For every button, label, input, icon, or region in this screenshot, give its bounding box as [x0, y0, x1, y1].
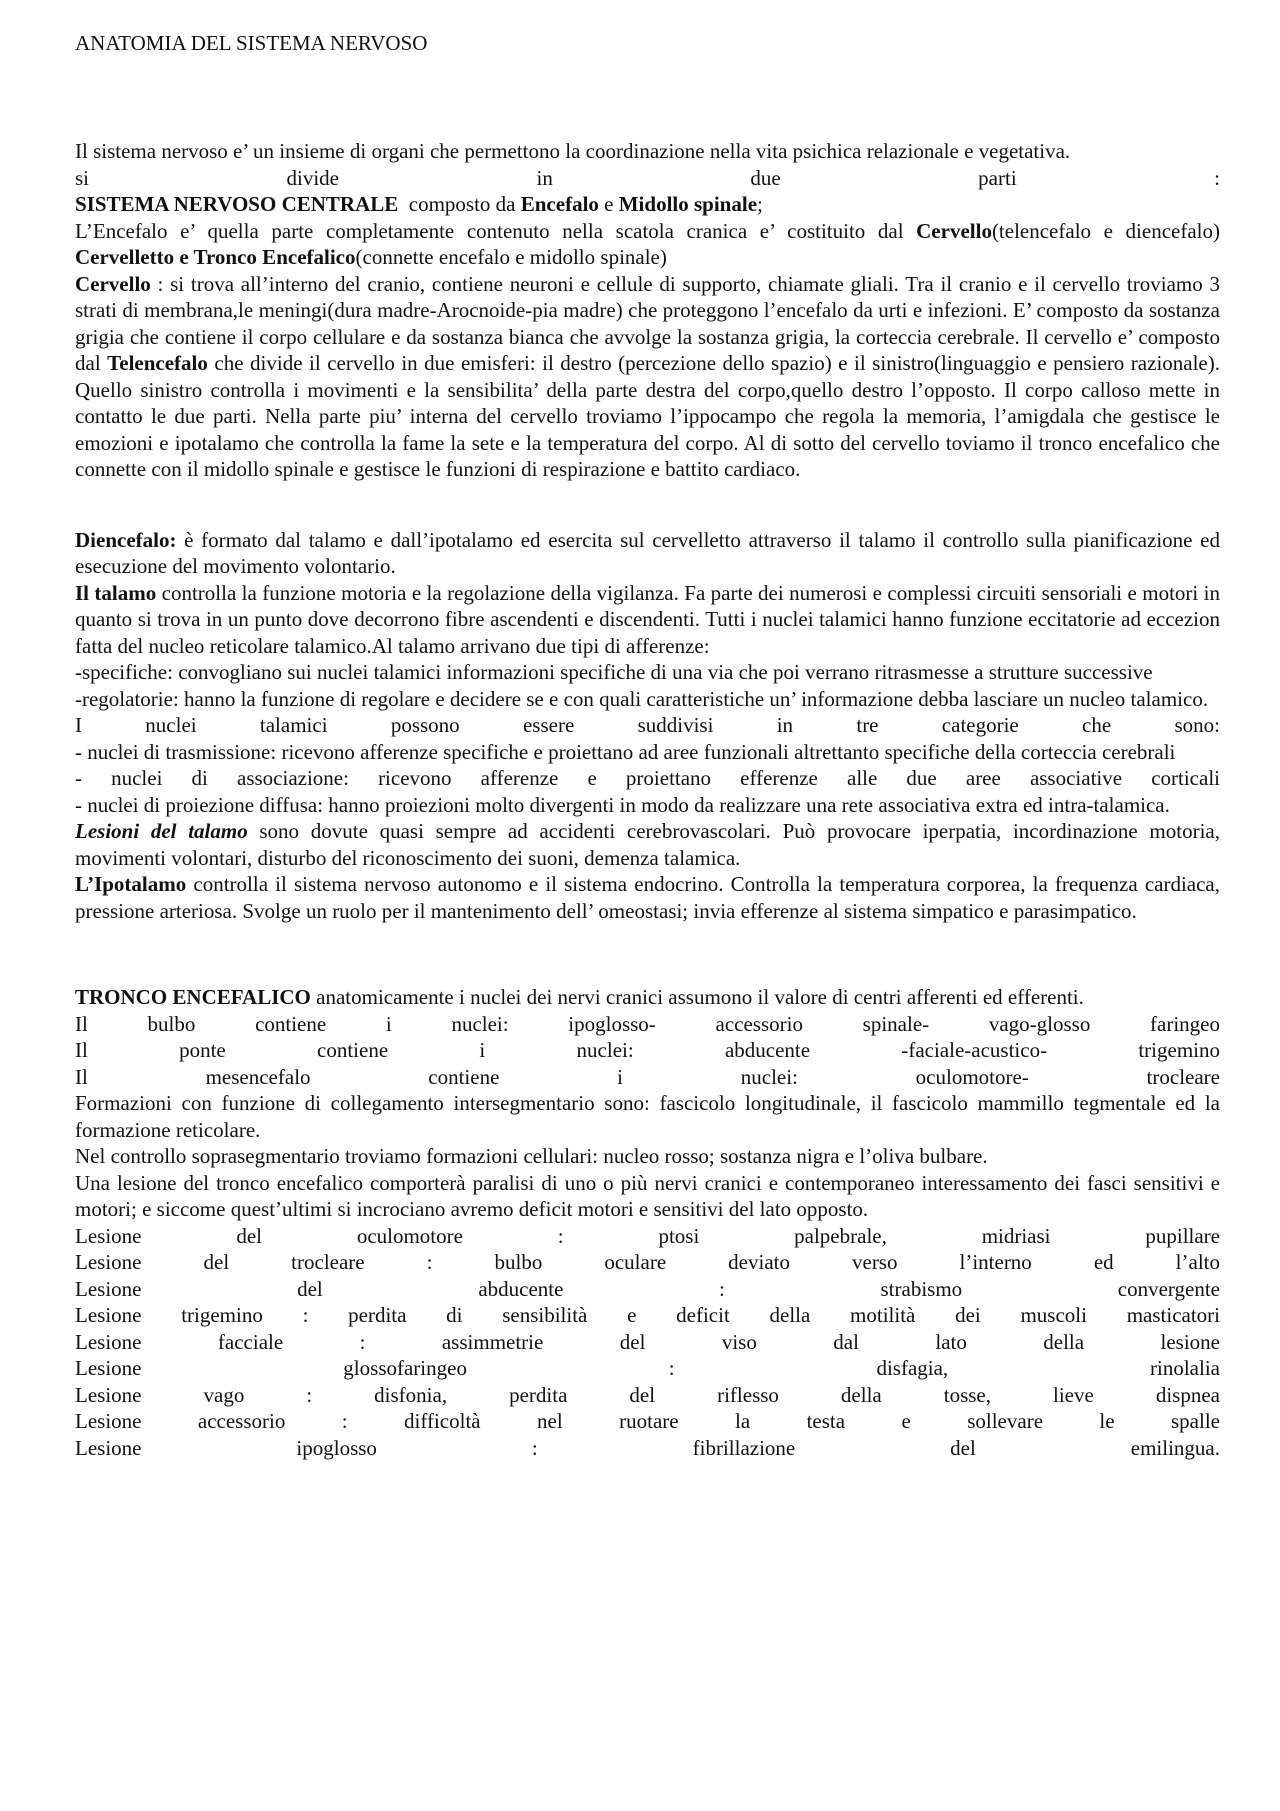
snc-heading-bold: SISTEMA NERVOSO CENTRALE [75, 192, 399, 216]
encefalo-text-3: (connette encefalo e midollo spinale) [355, 245, 667, 269]
snc-encefalo: Encefalo [520, 192, 599, 216]
snc-heading [75, 191, 1220, 218]
ipotalamo-paragraph [75, 871, 1220, 924]
lesione-accessorio: Lesione accessorio : difficoltà nel ruotare la testa e sollevare le spalle [75, 1409, 1220, 1433]
nuclei-trasmissione: - nuclei di trasmissione: ricevono afferenze specifiche e proiettano ad aree funzionali altrettanto specifiche della corteccia cerebrali [75, 739, 1176, 764]
lesione-trocleare: Lesione del trocleare : bulbo oculare deviato verso l’interno ed l’alto [75, 1250, 1220, 1274]
encefalo-cervello: Cervello [916, 218, 992, 243]
tronco-nuclei-mesencefalo: Il mesencefalo contiene i nuclei: oculomotore- trocleare [75, 1064, 1220, 1089]
talamo-paragraph [75, 580, 1220, 660]
tronco-lesione: Una lesione del tronco encefalico comporterà paralisi di uno o più nervi cranici e contemporaneo interessamento dei fasci sensitivi e motori; e siccome quest’ultimi si incrociano avremo deficit motori e sensitivi del lato opposto. [75, 1170, 1220, 1221]
tronco-label: TRONCO ENCEFALICO [75, 985, 311, 1009]
tronco-section [75, 984, 1220, 1461]
diencefalo-section [75, 527, 1220, 925]
tronco-nuclei-bulbo: Il bulbo contiene i nuclei: ipoglosso- accessorio spinale- vago-glosso faringeo [75, 1011, 1220, 1036]
tronco-formazioni: Formazioni con funzione di collegamento intersegmentario sono: fascicolo longitudinale, il fascicolo mammillo tegmentale ed la formazione reticolare. [75, 1091, 1220, 1142]
intro-section [75, 138, 1220, 191]
lesione-glossofaringeo: Lesione glossofaringeo : disfagia, rinolalia [75, 1356, 1220, 1380]
lesione-vago: Lesione vago : disfonia, perdita del riflesso della tosse, lieve dispnea [75, 1382, 1220, 1407]
snc-and: e [598, 192, 619, 216]
encefalo-text-1: L’Encefalo e’ quella parte completamente contenuto nella scatola cranica e’ costituito dal [75, 218, 917, 243]
talamo-text: controlla la funzione motoria e la regolazione della vigilanza. Fa parte dei numerosi e complessi circuiti sensoriali e motori in quanto si trova in un punto dove decorrono fibre ascendenti e discendenti. Tutti i nuclei talamici hanno funzione eccitatorie ad eccezion fatta del nucleo reticolare talamico.Al talamo arrivano due tipi di afferenze: [75, 580, 1220, 658]
snc-heading-text: composto da [398, 192, 521, 216]
lesioni-talamo-label: Lesioni del talamo [75, 819, 248, 843]
document-title: ANATOMIA DEL SISTEMA NERVOSO [75, 31, 428, 55]
intro-line-2: si divide in due parti : [75, 165, 1220, 190]
lesione-oculomotore: Lesione del oculomotore : ptosi palpebrale, midriasi pupillare [75, 1223, 1220, 1248]
diencefalo-paragraph [75, 527, 1220, 580]
lesioni-talamo-paragraph [75, 818, 1220, 871]
document-page [75, 30, 1220, 1461]
snc-semicolon: ; [757, 192, 763, 216]
lesione-facciale: Lesione facciale : assimmetrie del viso dal lato della lesione [75, 1329, 1220, 1354]
lesioni-talamo-text: sono dovute quasi sempre ad accidenti cerebrovascolari. Può provocare iperpatia, incordinazione motoria, movimenti volontari, disturbo del riconoscimento dei suoni, demenza talamica. [75, 819, 1220, 870]
cervello-text-1: : si trova all’interno del cranio, contiene neuroni e cellule di supporto, chiamate gliali. Tra il cranio e il cervello troviamo 3 strati di membrana,le meningi(dura madre-Arocnoide-pia madre) che proteggono l’encefalo da urti e infezioni. E’ composto da sostanza grigia che contiene il corpo cellulare e da sostanza bianca che avvolge la sostanza grigia, la corteccia cerebrale. Il cervello e’ composto dal [75, 271, 1220, 375]
lesione-abducente: Lesione del abducente : strabismo convergente [75, 1276, 1220, 1301]
afferenze-specifiche: -specifiche: convogliano sui nuclei talamici informazioni specifiche di una via che poi verrano ritrasmesse a strutture successive [75, 660, 1153, 684]
cervello-label: Cervello [75, 271, 151, 296]
cervello-paragraph [75, 271, 1220, 483]
tronco-text: anatomicamente i nuclei dei nervi cranici assumono il valore di centri afferenti ed efferenti. [310, 985, 1084, 1009]
encefalo-cervelletto-tronco: Cervelletto e Tronco Encefalico [75, 245, 356, 269]
diencefalo-text: è formato dal talamo e dall’ipotalamo ed esercita sul cervelletto attraverso il talamo il controllo sulla pianificazione ed esecuzione del movimento volontario. [75, 527, 1220, 578]
encefalo-text-2: (telencefalo e diencefalo) [991, 218, 1220, 243]
tronco-paragraph [75, 984, 1220, 1011]
nuclei-associazione: - nuclei di associazione: ricevono afferenze e proiettano efferenze alle due aree associative corticali [75, 766, 1220, 790]
diencefalo-label: Diencefalo: [75, 527, 177, 552]
cervello-text-2: che divide il cervello in due emisferi: il destro (percezione dello spazio) e il sinistro(linguaggio e pensiero razionale). Quello sinistro controlla i movimenti e la sensibilita’ della parte destra del corpo,quello destro l’opposto. Il corpo calloso mette in contatto le due parti. Nella parte piu’ interna del cervello troviamo l’ippocampo che regola la memoria, l’amigdala che gestisce le emozioni e ipotalamo che controlla la fame la sete e la temperatura del corpo. Al di sotto del cervello toviamo il tronco encefalico che connette con il midollo spinale e gestisce le funzioni di respirazione e battito cardiaco. [75, 351, 1220, 481]
ipotalamo-text: controlla il sistema nervoso autonomo e il sistema endocrino. Controlla la temperatura corporea, la frequenza cardiaca, pressione arteriosa. Svolge un ruolo per il mantenimento dell’ omeostasi; invia efferenze al sistema simpatico e parasimpatico. [75, 872, 1220, 923]
cervello-telencefalo: Telencefalo [107, 351, 208, 375]
talamo-label: Il talamo [75, 580, 157, 605]
snc-midollo: Midollo spinale [618, 192, 758, 216]
afferenze-regolatorie: -regolatorie: hanno la funzione di regolare e decidere se e con quali caratteristiche un’ informazione debba lasciare un nucleo talamico. [75, 686, 1209, 711]
lesione-ipoglosso: Lesione ipoglosso : fibrillazione del emilingua. [75, 1435, 1220, 1460]
nuclei-categorie: I nuclei talamici possono essere suddivisi in tre categorie che sono: [75, 713, 1220, 737]
nuclei-proiezione: - nuclei di proiezione diffusa: hanno proiezioni molto divergenti in modo da realizzare una rete associativa extra ed intra-talamica. [75, 792, 1170, 817]
lesione-trigemino: Lesione trigemino : perdita di sensibilità e deficit della motilità dei muscoli masticatori [75, 1303, 1220, 1327]
intro-line-1: Il sistema nervoso e’ un insieme di organi che permettono la coordinazione nella vita psichica relazionale e vegetativa. [75, 139, 1071, 163]
tronco-nuclei-ponte: Il ponte contiene i nuclei: abducente -faciale-acustico- trigemino [75, 1038, 1220, 1062]
encefalo-paragraph [75, 218, 1220, 271]
ipotalamo-label: L’Ipotalamo [75, 872, 187, 896]
tronco-controllo: Nel controllo soprasegmentario troviamo formazioni cellulari: nucleo rosso; sostanza nigra e l’oliva bulbare. [75, 1144, 988, 1168]
